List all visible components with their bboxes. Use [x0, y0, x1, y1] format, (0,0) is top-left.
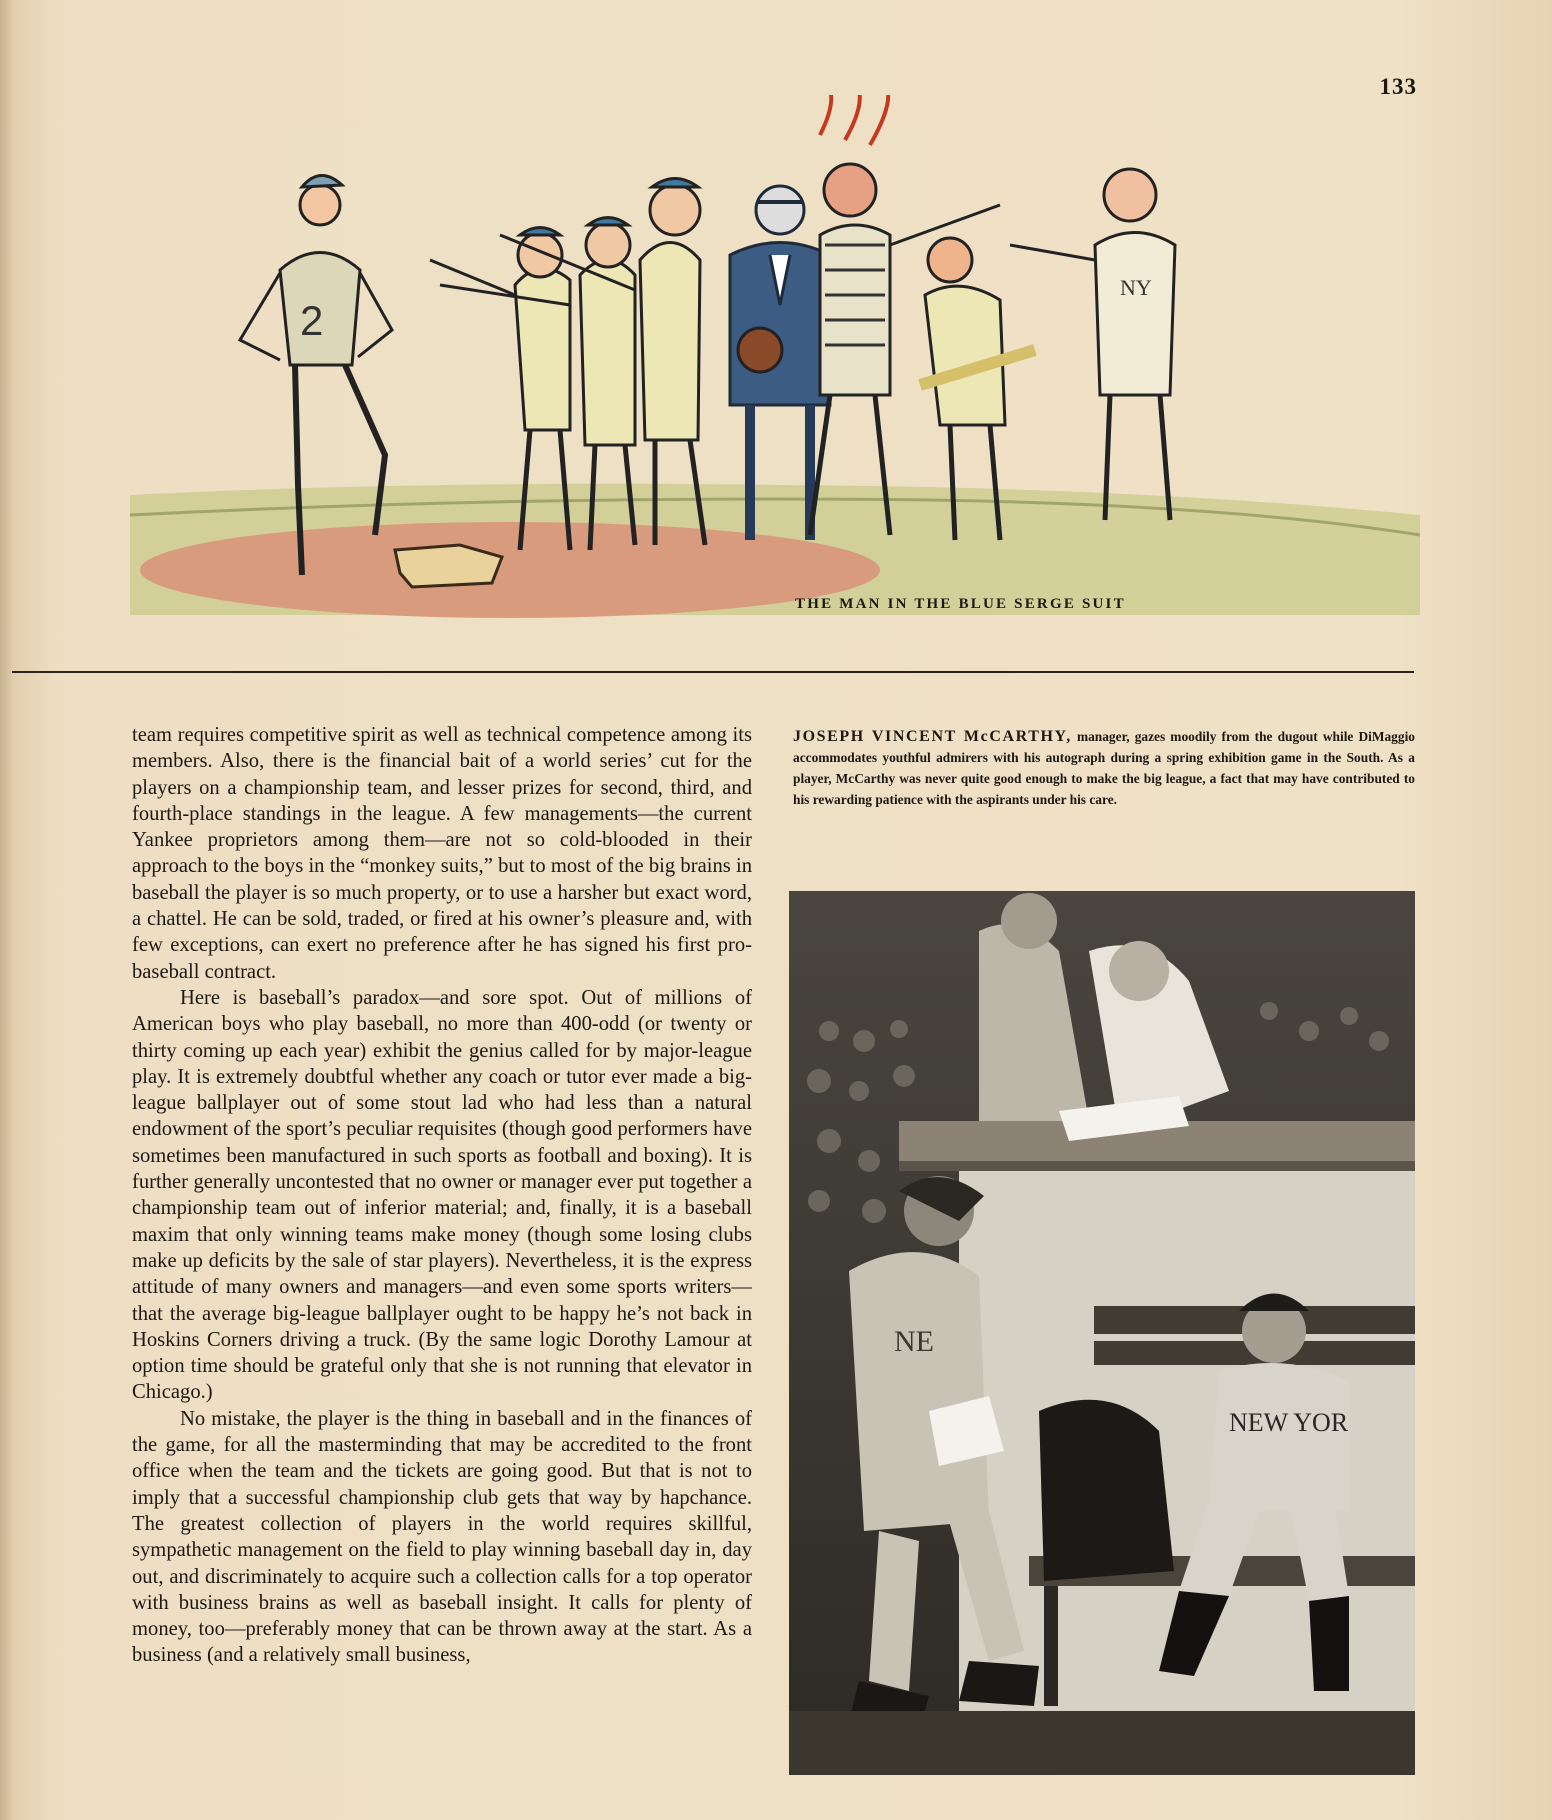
base-bag — [395, 545, 502, 587]
uniform-lettering-1: NE — [894, 1325, 934, 1358]
photo-caption — [793, 726, 1415, 810]
caption-name: JOSEPH VINCENT McCARTHY, — [793, 728, 1072, 745]
article-paragraph: team requires competitive spirit as well as technical competence among its members. Also, there is the financial bait of a world series’ cut for the players on a championship team, and lesser prizes for second, third, and fourth-place standings in the league. A few managements—the current Yankee proprietors among them—are not so cold-blooded in their approach to the boys in the “monkey suits,” but to most of the big brains in baseball the player is so much property, or to use a harsher but exact word, a chattel. He can be sold, traded, or fired at his owner’s pleasure and, with few exceptions, can exert no preference after he has signed his first pro-baseball contract. — [132, 724, 752, 983]
svg-text:2: 2 — [300, 297, 324, 344]
article-column — [132, 722, 752, 1669]
article-paragraph: Here is baseball’s paradox—and sore spot. Out of millions of American boys who play baseball, no more than 400-odd (or twenty or thirty coming up each year) exhibit the genius called for by major-league play. It is extremely doubtful whether any coach or tutor ever made a big-league ballplayer out of some stout lad who had less than a natural endowment of the sport’s peculiar requisites (though good performers have sometimes been manufactured in such sports as football and boxing). It is further generally uncontested that no owner or manager ever put together a championship team out of inferior material; and, finally, it is a baseball maxim that only winning teams make money (though some losing clubs make up deficits by the sale of star players). Nevertheless, it is the express attitude of many owners and managers—and even some sports writers—that the average big-league ballplayer ought to be happy he’s not back in Hoskins Corners driving a truck. (By the same logic Dorothy Lamour at option time should be grateful only that she is not running that elevator in Chicago.) — [132, 986, 752, 1404]
cartoon-illustration — [130, 95, 1420, 635]
caption-text: manager, gazes moodily from the dugout while DiMaggio accommodates youthful admirers with his autograph during a spring exhibition game in the South. As a player, McCarthy was never quite good enough to make the big league, a fact that may have contributed to his rewarding patience with the aspirants under his care. — [793, 729, 1415, 807]
uniform-lettering-2: NEW YOR — [1229, 1408, 1349, 1437]
section-divider — [12, 671, 1414, 673]
cartoon-caption: THE MAN IN THE BLUE SERGE SUIT — [795, 596, 1126, 612]
jacket-on-bench — [1039, 1400, 1174, 1581]
svg-text:NY: NY — [1120, 275, 1152, 300]
page-number: 133 — [1379, 74, 1417, 99]
article-paragraph: No mistake, the player is the thing in baseball and in the finances of the game, for all the masterminding that may be accredited to the front office when the team and the tickets are going good. But that is not to imply that a successful championship club gets that way by hapchance. The greatest collection of players in the world requires skillful, sympathetic management on the field to play winning baseball day in, day out, and discriminately to acquire such a collection calls for a top operator with business brains as well as baseball insight. It calls for plenty of money, too—preferably money that can be thrown away at the start. As a business (and a relatively small business, — [132, 1407, 752, 1667]
dugout-photo — [789, 891, 1415, 1775]
ny-player — [1010, 169, 1175, 520]
